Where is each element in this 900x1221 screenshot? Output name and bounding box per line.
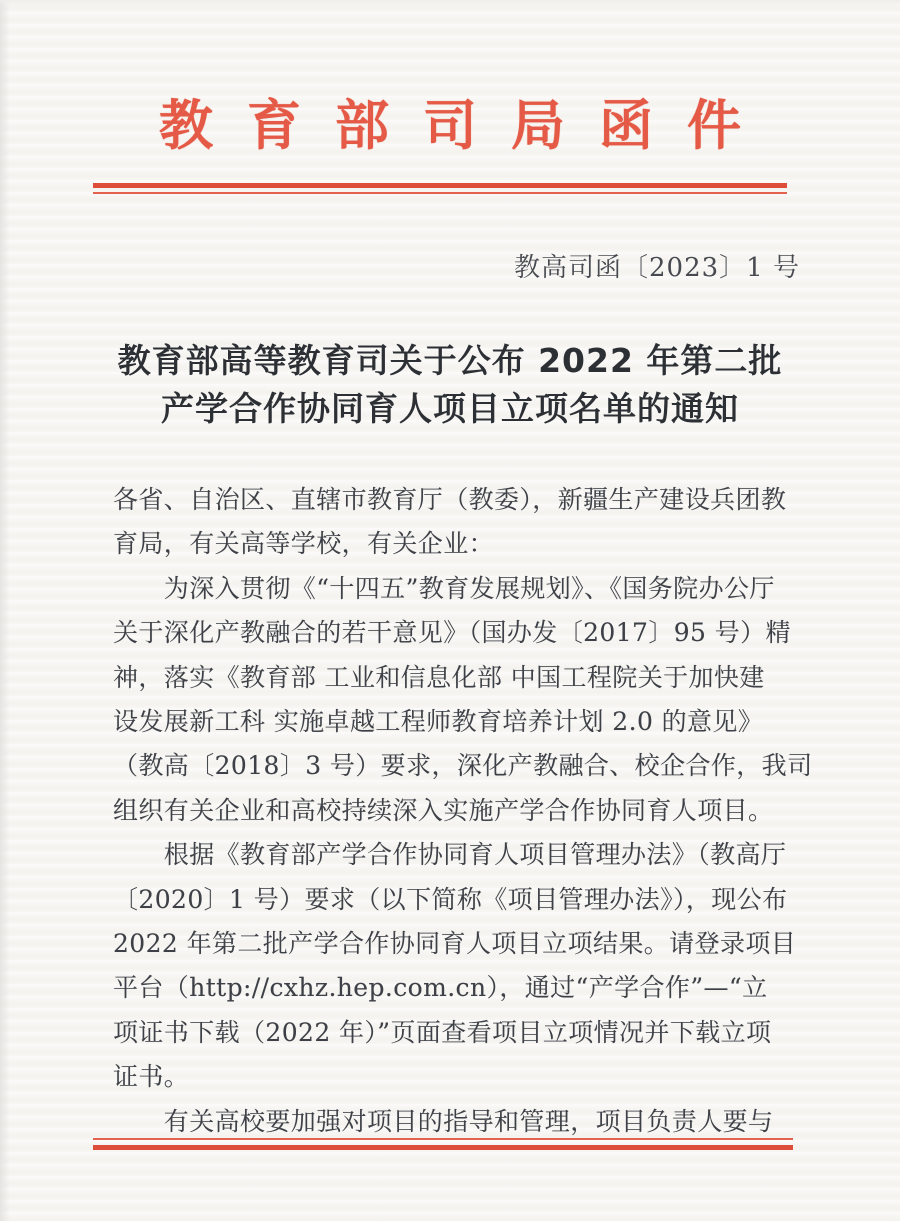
- body-line: 为深入贯彻《“十四五”教育发展规划》、《国务院办公厅: [113, 573, 775, 603]
- body-line: 平台（http://cxhz.hep.com.cn），通过“产学合作”—“立: [113, 973, 768, 1003]
- body-line: 项证书下载（2022 年）”页面查看项目立项情况并下载立项: [113, 1017, 772, 1047]
- body-line: 2022 年第二批产学合作协同育人项目立项结果。请登录项目: [113, 929, 797, 959]
- masthead-divider: [93, 183, 787, 194]
- body-line: 关于深化产教融合的若干意见》（国办发〔2017〕95 号）精: [113, 618, 791, 648]
- notice-title-line1: 教育部高等教育司关于公布 2022 年第二批: [117, 341, 783, 380]
- notice-title-line2: 产学合作协同育人项目立项名单的通知: [161, 389, 739, 428]
- body-line: 设发展新工科 实施卓越工程师教育培养计划 2.0 的意见》: [113, 707, 764, 737]
- body-line: （教高〔2018〕3 号）要求，深化产教融合、校企合作，我司: [113, 751, 813, 781]
- body-line: 〔2020〕1 号）要求（以下简称《项目管理办法》），现公布: [113, 884, 788, 914]
- body-line: 神，落实《教育部 工业和信息化部 中国工程院关于加快建: [113, 662, 765, 692]
- notice-title: [0, 337, 900, 433]
- scan-edge-shadow-top: [0, 0, 900, 6]
- body-line: 根据《教育部产学合作协同育人项目管理办法》（教高厅: [113, 840, 787, 870]
- body-line: 证书。: [113, 1062, 190, 1092]
- body-line: 各省、自治区、直辖市教育厅（教委），新疆生产建设兵团教: [113, 485, 787, 514]
- document-number: 教高司函〔2023〕1 号: [514, 253, 800, 283]
- scan-edge-shadow-left: [0, 0, 10, 1221]
- body-line: 育局，有关高等学校，有关企业：: [113, 529, 495, 559]
- body-line: 组织有关企业和高校持续深入实施产学合作协同育人项目。: [113, 795, 774, 825]
- document-body: [113, 478, 813, 1144]
- masthead-title: 教育部司局函件: [159, 93, 775, 157]
- footer-divider: [93, 1138, 793, 1150]
- body-line: 有关高校要加强对项目的指导和管理，项目负责人要与: [113, 1106, 774, 1136]
